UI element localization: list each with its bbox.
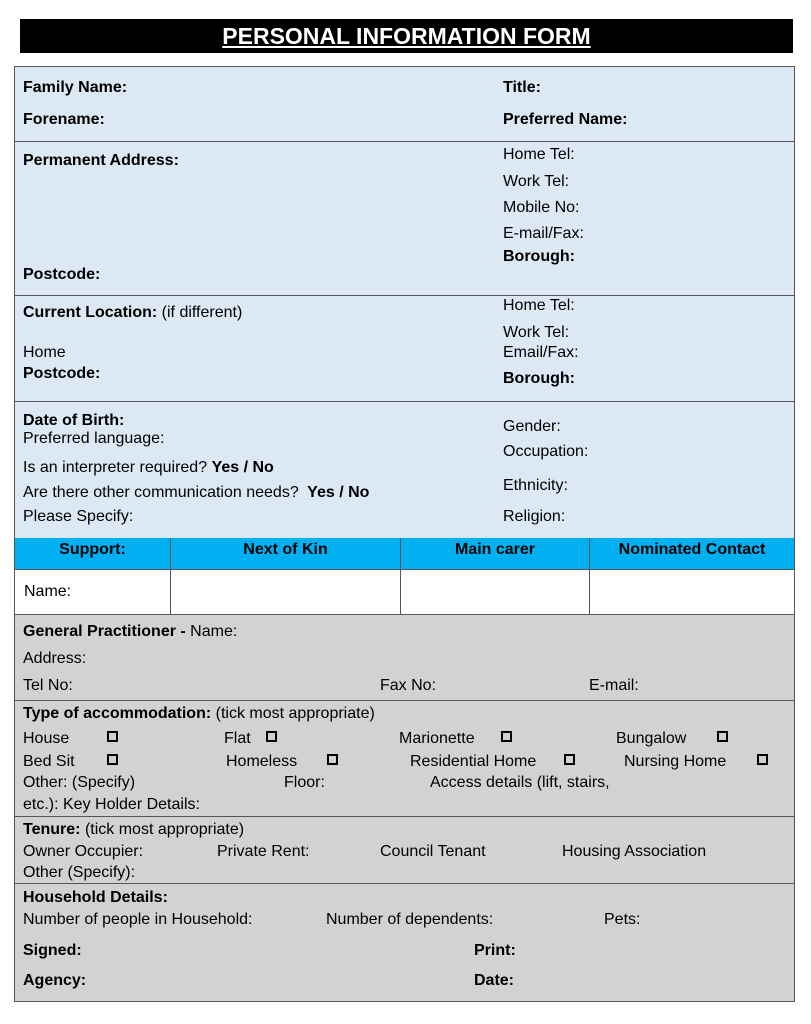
dob-label: Date of Birth:	[23, 412, 125, 429]
comm-needs-options[interactable]: Yes / No	[307, 484, 370, 501]
main-carer-header: Main carer	[401, 538, 590, 569]
support-name-cell	[14, 570, 171, 614]
divider	[14, 614, 795, 615]
divider	[14, 700, 795, 701]
gp-fax-label: Fax No:	[380, 677, 437, 694]
borough-label: Borough:	[503, 248, 575, 265]
permanent-address-label: Permanent Address:	[23, 152, 179, 169]
current-postcode-label: Postcode:	[23, 365, 101, 382]
gp-row	[23, 623, 237, 641]
nominated-contact-name-field[interactable]	[590, 570, 795, 614]
language-label: Preferred language:	[23, 430, 165, 447]
gp-name-label: Name:	[190, 623, 238, 640]
interpreter-row	[23, 459, 274, 477]
current-work-tel-label: Work Tel:	[503, 324, 570, 341]
flat-checkbox[interactable]	[266, 731, 277, 742]
interpreter-question: Is an interpreter required?	[23, 459, 208, 476]
key-holder-label: etc.): Key Holder Details:	[23, 796, 200, 813]
form-title: PERSONAL INFORMATION FORM	[222, 23, 591, 49]
family-name-label: Family Name:	[23, 79, 128, 96]
pets-label: Pets:	[604, 911, 641, 928]
current-home-tel-label: Home Tel:	[503, 297, 575, 314]
gender-label: Gender:	[503, 418, 561, 432]
title-label: Title:	[503, 79, 541, 96]
gp-tel-label: Tel No:	[23, 677, 73, 694]
tenure-other-label: Other (Specify):	[23, 864, 136, 881]
tenure-private-rent[interactable]: Private Rent:	[217, 843, 310, 860]
preferred-name-label: Preferred Name:	[503, 111, 628, 128]
divider	[14, 816, 795, 817]
option-flat: Flat	[224, 730, 251, 747]
work-tel-label: Work Tel:	[503, 173, 570, 190]
home-label: Home	[23, 344, 66, 361]
accommodation-hint: (tick most appropriate)	[215, 705, 375, 722]
current-location-row	[23, 304, 242, 322]
option-bungalow: Bungalow	[616, 730, 687, 747]
support-header: Support:	[14, 538, 171, 569]
residential-home-checkbox[interactable]	[564, 754, 575, 765]
interpreter-options[interactable]: Yes / No	[211, 459, 274, 476]
accommodation-row	[23, 705, 375, 723]
access-details-label: Access details (lift, stairs,	[430, 774, 610, 791]
gp-address-label: Address:	[23, 650, 87, 667]
option-house: House	[23, 730, 70, 747]
divider	[14, 883, 795, 884]
nominated-contact-header: Nominated Contact	[590, 538, 795, 569]
house-checkbox[interactable]	[107, 731, 118, 742]
option-residential-home: Residential Home	[410, 753, 537, 770]
current-email-fax-label: Email/Fax:	[503, 344, 579, 361]
comm-needs-question: Are there other communication needs?	[23, 484, 299, 501]
next-of-kin-name-field[interactable]	[171, 570, 401, 614]
tenure-housing-association[interactable]: Housing Association	[562, 843, 707, 860]
bed-sit-checkbox[interactable]	[107, 754, 118, 765]
ethnicity-label: Ethnicity:	[503, 477, 568, 494]
comm-needs-row	[23, 484, 369, 502]
option-nursing-home: Nursing Home	[624, 753, 727, 770]
tenure-hint: (tick most appropriate)	[84, 821, 245, 838]
postcode-label: Postcode:	[23, 266, 101, 283]
accommodation-other-label: Other: (Specify)	[23, 774, 136, 791]
floor-label: Floor:	[284, 774, 325, 791]
agency-label: Agency:	[23, 972, 87, 989]
bungalow-checkbox[interactable]	[717, 731, 728, 742]
tenure-label: Tenure:	[23, 821, 81, 838]
divider	[14, 295, 795, 296]
forename-label: Forename:	[23, 111, 105, 128]
print-label: Print:	[474, 942, 516, 959]
household-people-label: Number of people in Household:	[23, 911, 253, 928]
mobile-label: Mobile No:	[503, 199, 580, 216]
tenure-council-tenant[interactable]: Council Tenant	[380, 843, 486, 860]
gp-label: General Practitioner -	[23, 623, 186, 640]
tenure-owner-occupier[interactable]: Owner Occupier:	[23, 843, 144, 860]
title-bar	[20, 19, 793, 53]
option-homeless: Homeless	[226, 753, 298, 770]
dependents-label: Number of dependents:	[326, 911, 494, 928]
divider	[14, 141, 795, 142]
next-of-kin-header: Next of Kin	[171, 538, 401, 569]
nursing-home-checkbox[interactable]	[757, 754, 768, 765]
marionette-checkbox[interactable]	[501, 731, 512, 742]
option-marionette: Marionette	[399, 730, 475, 747]
divider	[14, 401, 795, 402]
date-label: Date:	[474, 972, 515, 989]
tenure-row	[23, 821, 244, 839]
please-specify-label: Please Specify:	[23, 508, 134, 525]
current-location-label: Current Location:	[23, 304, 158, 321]
household-label: Household Details:	[23, 889, 168, 906]
if-different-note: (if different)	[161, 304, 243, 321]
gp-email-label: E-mail:	[589, 677, 639, 694]
accommodation-label: Type of accommodation:	[23, 705, 212, 722]
main-carer-name-field[interactable]	[401, 570, 590, 614]
option-bed-sit: Bed Sit	[23, 753, 75, 770]
current-borough-label: Borough:	[503, 370, 575, 387]
signed-label: Signed:	[23, 942, 82, 959]
support-name-label: Name:	[24, 583, 72, 600]
occupation-label: Occupation:	[503, 443, 589, 460]
home-tel-label: Home Tel:	[503, 146, 575, 163]
homeless-checkbox[interactable]	[327, 754, 338, 765]
email-fax-label: E-mail/Fax:	[503, 225, 584, 242]
religion-label: Religion:	[503, 508, 566, 525]
